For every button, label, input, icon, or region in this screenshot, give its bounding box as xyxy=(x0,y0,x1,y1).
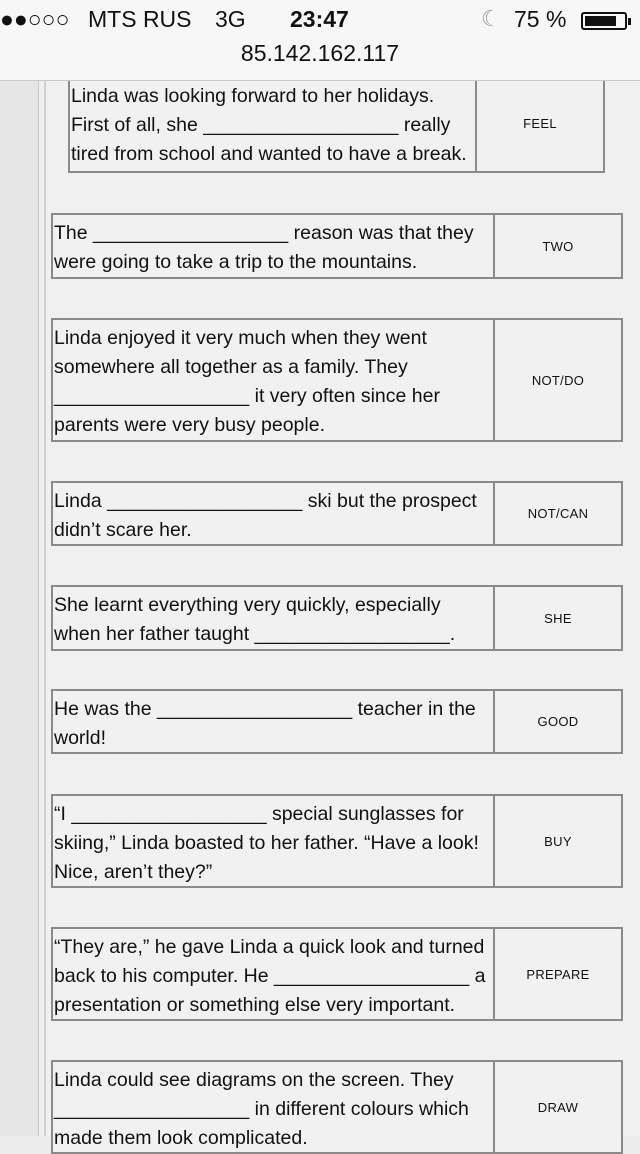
task-sentence: The __________________ reason was that they were going to take a trip to the mountains. xyxy=(53,215,495,277)
left-margin xyxy=(0,80,39,1136)
task-row-5 xyxy=(51,585,623,651)
task-row-3 xyxy=(51,318,623,442)
task-keyword: GOOD xyxy=(537,714,579,729)
task-sentence: Linda enjoyed it very much when they went somewhere all together as a family. They __________________ it very often since her parents were very busy people. xyxy=(53,320,495,440)
task-row-9 xyxy=(51,1060,623,1154)
moon-icon: ☾ xyxy=(481,6,501,31)
task-sentence: “I __________________ special sunglasses for skiing,” Linda boasted to her father. “Have a look! Nice, aren’t they?” xyxy=(53,796,495,886)
battery-icon xyxy=(581,12,627,30)
clock: 23:47 xyxy=(290,6,349,32)
task-sentence: She learnt everything very quickly, especially when her father taught __________________. xyxy=(53,587,495,649)
task-keyword: BUY xyxy=(544,833,572,849)
task-keyword: PREPARE xyxy=(526,966,590,982)
task-keyword: TWO xyxy=(542,238,574,254)
status-row xyxy=(0,6,640,36)
task-row-1 xyxy=(68,74,605,173)
content-divider xyxy=(44,80,46,1136)
task-keyword: NOT/DO xyxy=(531,372,585,388)
task-row-2 xyxy=(51,213,623,279)
task-keyword: DRAW xyxy=(537,1099,579,1115)
task-keyword: NOT/CAN xyxy=(527,506,589,521)
task-keyword: SHE xyxy=(544,610,572,626)
task-keyword: FEEL xyxy=(523,116,557,131)
task-row-6 xyxy=(51,689,623,754)
signal-strength-icon: ●●○○○ xyxy=(0,6,70,32)
task-sentence: Linda __________________ ski but the prospect didn’t scare her. xyxy=(53,483,495,544)
battery-nub xyxy=(628,18,631,25)
battery-percent: 75 % xyxy=(514,6,567,32)
task-row-8 xyxy=(51,927,623,1021)
url-display[interactable]: 85.142.162.117 xyxy=(240,40,400,66)
task-sentence: “They are,” he gave Linda a quick look and turned back to his computer. He __________________ a presentation or something else very important. xyxy=(53,929,495,1019)
carrier-name: MTS RUS xyxy=(88,6,192,32)
task-sentence: Linda could see diagrams on the screen. They __________________ in different colours which made them look complicated. xyxy=(53,1062,495,1152)
task-row-7 xyxy=(51,794,623,888)
task-sentence: Linda was looking forward to her holidays. First of all, she __________________ really tired from school and wanted to have a break. xyxy=(70,76,477,171)
task-sentence: He was the __________________ teacher in the world! xyxy=(53,691,495,752)
battery-fill xyxy=(585,16,616,26)
network-type: 3G xyxy=(215,6,246,32)
task-row-4 xyxy=(51,481,623,546)
status-bar xyxy=(0,0,640,81)
